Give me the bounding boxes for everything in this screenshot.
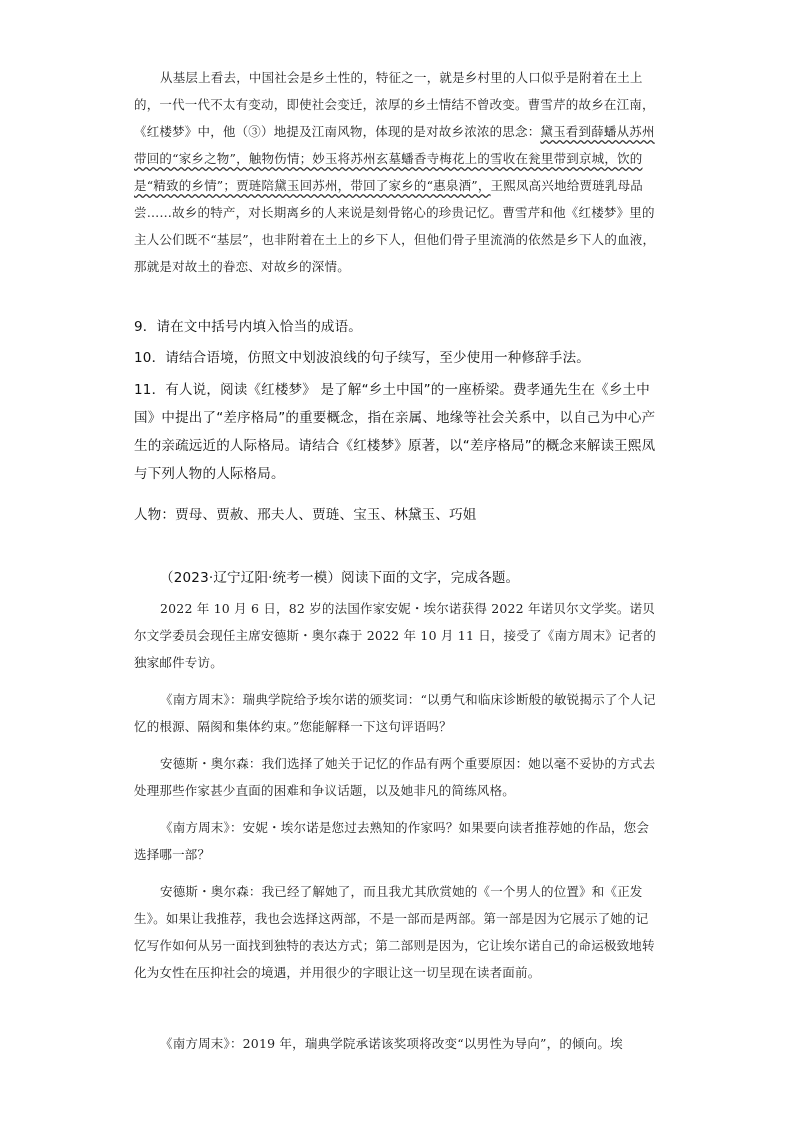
interview-question-2: 《南方周末》：安妮・埃尔诺是您过去熟知的作家吗？如果要向读者推荐她的作品，您会选择哪一部？ <box>134 820 650 862</box>
question-9: 9．请在文中括号内填入恰当的成语。 <box>134 319 362 335</box>
passage-paragraph <box>134 64 660 280</box>
passage-text-1: 从基层上看去，中国社会是乡土性的，特征之一，就是乡村里的人口似乎是附着在土上的，一代一代不太有变动，即使社会变迁，浓厚的乡土情结不曾改变。曹雪芹的故乡在江南，《红楼梦》中，他（③）地提及江南风物，体现的是对故乡浓浓的思念： <box>134 70 655 139</box>
passage-text-2: 王熙凤高兴地给贾琏乳母品尝……故乡的特产，对长期离乡的人来说是刻骨铭心的珍贵记忆。曹雪芹和他《红楼梦》里的主人公们既不“基层”，也非附着在土上的乡下人，但他们骨子里流淌的依然是乡下人的血液，那就是对故土的眷恋、对故乡的深情。 <box>134 178 656 274</box>
interview-answer-1: 安德斯・奥尔森：我们选择了她关于记忆的作品有两个重要原因：她以毫不妥协的方式去处理那些作家甚少直面的困难和争议话题，以及她非凡的简练风格。 <box>134 756 656 798</box>
interview-question-1: 《南方周末》：瑞典学院给予埃尔诺的颁奖词：“以勇气和临床诊断般的敏锐揭示了个人记忆的根源、隔阂和集体约束。”您能解释一下这句评语吗？ <box>134 692 656 734</box>
people-list: 人物：贾母、贾赦、邢夫人、贾琏、宝玉、林黛玉、巧姐 <box>134 507 477 523</box>
interview-question-3: 《南方周末》：2019 年，瑞典学院承诺该奖项将改变“以男性为导向”，的倾向。埃 <box>160 1036 623 1051</box>
question-11: 11．有人说，阅读《红楼梦》 是了解“乡土中国”的一座桥梁。费孝通先生在《乡土中国》中提出了“差序格局”的重要概念，指在亲属、地缘等社会关系中，以自己为中心产生的亲疏远近的人际格局。请结合《红楼梦》原著，以“差序格局”的概念来解读王熙凤与下列人物的人际格局。 <box>134 382 656 482</box>
wavy-underlined-sentence: 黛玉看到薛蟠从苏州带回的“家乡之物”，触物伤情；妙玉将苏州玄墓蟠香寺梅花上的雪收在瓮里带到京城，饮的是“精致的乡情”；贾琏陪黛玉回苏州，带回了家乡的“惠泉酒”， <box>134 124 655 193</box>
interview-answer-2: 安德斯・奥尔森：我已经了解她了，而且我尤其欣赏她的《一个男人的位置》和《正发生》。如果让我推荐，我也会选择这两部，不是一部而是两部。第一部是因为它展示了她的记忆写作如何从另一面找到独特的表达方式；第二部则是因为，它让埃尔诺自己的命运极致地转化为女性在压抑社会的境遇，并用很少的字眼让这一切呈现在读者面前。 <box>134 884 655 980</box>
section-source: （2023·辽宁辽阳·统考一模）阅读下面的文字，完成各题。 <box>160 570 520 586</box>
interview-intro: 2022 年 10 月 6 日，82 岁的法国作家安妮・埃尔诺获得 2022 年诺贝尔文学奖。诺贝尔文学委员会现任主席安德斯・奥尔森于 2022 年 10 月 11 日，接受了《南方周末》记者的独家邮件专访。 <box>134 601 657 670</box>
question-10: 10．请结合语境，仿照文中划波浪线的句子续写，至少使用一种修辞手法。 <box>134 350 590 366</box>
